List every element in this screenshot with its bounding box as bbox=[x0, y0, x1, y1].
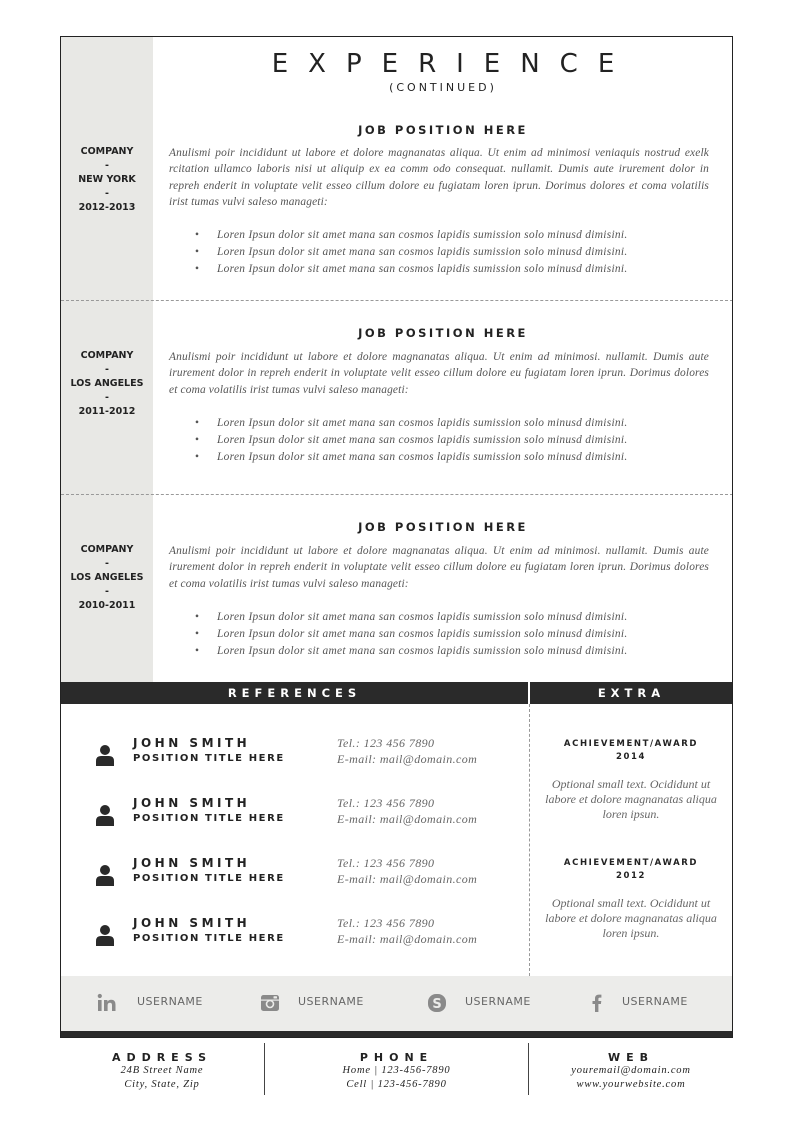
reference-position: POSITION TITLE HERE bbox=[133, 873, 285, 884]
reference-email: E-mail: mail@domain.com bbox=[337, 812, 478, 826]
footer-heading: WEB bbox=[607, 1051, 655, 1064]
award-item bbox=[531, 858, 731, 941]
job-2-title: JOB POSITION HERE bbox=[358, 326, 528, 340]
bullet-icon: • bbox=[195, 417, 200, 429]
reference-position: POSITION TITLE HERE bbox=[133, 933, 285, 944]
list-item bbox=[169, 244, 709, 261]
job-years: 2012-2013 bbox=[78, 202, 136, 213]
person-icon bbox=[95, 864, 115, 886]
bullet-text: Loren Ipsun dolor sit amet mana san cosmos lapidis sumission solo minusd dimisini. bbox=[217, 451, 628, 463]
footer-heading: PHONE bbox=[359, 1051, 434, 1064]
list-item bbox=[169, 415, 709, 432]
bottom-bar bbox=[61, 1031, 733, 1038]
resume-page bbox=[60, 36, 733, 1038]
job-years: 2011-2012 bbox=[78, 406, 136, 417]
reference-item bbox=[61, 796, 528, 836]
footer-email-link[interactable]: youremail@domain.com bbox=[571, 1065, 691, 1076]
social-username: USERNAME bbox=[622, 995, 688, 1008]
list-item bbox=[169, 432, 709, 449]
bullet-text: Loren Ipsun dolor sit amet mana san cosmos lapidis sumission solo minusd dimisini. bbox=[217, 645, 628, 657]
bullet-icon: • bbox=[195, 246, 200, 258]
footer-line: City, State, Zip bbox=[124, 1078, 200, 1090]
award-year: 2012 bbox=[615, 871, 647, 881]
reference-phone: Tel.: 123 456 7890 bbox=[337, 796, 435, 810]
section-divider bbox=[61, 300, 733, 301]
reference-position: POSITION TITLE HERE bbox=[133, 753, 285, 764]
reference-phone: Tel.: 123 456 7890 bbox=[337, 916, 435, 930]
reference-item bbox=[61, 856, 528, 896]
footer-phone bbox=[265, 1043, 528, 1095]
social-strip bbox=[61, 976, 733, 1031]
person-icon bbox=[95, 804, 115, 826]
job-3-meta bbox=[61, 543, 153, 613]
experience-subtitle: (CONTINUED) bbox=[389, 81, 497, 94]
person-icon bbox=[95, 924, 115, 946]
job-city: LOS ANGELES bbox=[70, 572, 144, 583]
bullet-icon: • bbox=[195, 229, 200, 241]
footer-website-link[interactable]: www.yourwebsite.com bbox=[576, 1078, 686, 1090]
footer-heading: ADDRESS bbox=[111, 1051, 213, 1064]
reference-phone: Tel.: 123 456 7890 bbox=[337, 856, 435, 870]
bullet-icon: • bbox=[195, 611, 200, 623]
list-item bbox=[169, 626, 709, 643]
job-1-description: Anulismi poir incididunt ut labore et dolore magnanatas aliqua. Ut enim ad minimosi veniaquis nostrud exelk rcitation ullamco laboris nisi ut aliquip ex ea comm odo consequat. nullamit. Dumis aute irurement dolor in repreh enderit in voluptate velit esseo cillum dolore eu fugiatam loren iprun. Dorimus dolores et coma volatilis irist tumas vulvi saleso manageti: bbox=[169, 147, 709, 209]
job-company: COMPANY bbox=[80, 146, 134, 157]
award-year: 2014 bbox=[615, 752, 647, 762]
bullet-text: Loren Ipsun dolor sit amet mana san cosmos lapidis sumission solo minusd dimisini. bbox=[217, 229, 628, 241]
contact-footer bbox=[60, 1043, 733, 1098]
list-item bbox=[169, 261, 709, 278]
extra-heading: EXTRA bbox=[597, 686, 666, 700]
bullet-icon: • bbox=[195, 451, 200, 463]
job-meta-separator: - bbox=[105, 364, 109, 375]
job-1-bullets bbox=[169, 227, 709, 278]
award-description: Optional small text. Ocididunt ut labore et dolore magnanatas aliqua loren ipsun. bbox=[545, 777, 717, 821]
experience-title: EXPERIENCE bbox=[271, 49, 635, 79]
job-company: COMPANY bbox=[80, 544, 134, 555]
award-description: Optional small text. Ocididunt ut labore et dolore magnanatas aliqua loren ipsun. bbox=[545, 896, 717, 940]
reference-email: E-mail: mail@domain.com bbox=[337, 752, 478, 766]
instagram-icon bbox=[258, 991, 282, 1015]
svg-text:S: S bbox=[432, 997, 442, 1012]
reference-position: POSITION TITLE HERE bbox=[133, 813, 285, 824]
job-3-description: Anulismi poir incididunt ut labore et dolore magnanatas aliqua. Ut enim ad minimosi. nullamit. Dumis aute irurement dolor in repreh enderit in voluptate velit esseo cillum dolore eu fugiatam loren iprun. Dorimus dolores et coma volatilis irist tumas vulvi saleso manageti: bbox=[169, 545, 709, 590]
person-icon bbox=[95, 744, 115, 766]
reference-email: E-mail: mail@domain.com bbox=[337, 872, 478, 886]
list-item bbox=[169, 227, 709, 244]
bullet-icon: • bbox=[195, 434, 200, 446]
bullet-text: Loren Ipsun dolor sit amet mana san cosmos lapidis sumission solo minusd dimisini. bbox=[217, 246, 628, 258]
award-item bbox=[531, 739, 731, 822]
section-header-bar bbox=[61, 682, 733, 704]
job-meta-separator: - bbox=[105, 392, 109, 403]
list-item bbox=[169, 643, 709, 660]
list-item bbox=[169, 609, 709, 626]
reference-name: JOHN SMITH bbox=[133, 916, 251, 930]
bullet-icon: • bbox=[195, 645, 200, 657]
job-2-meta bbox=[61, 349, 153, 419]
bullet-text: Loren Ipsun dolor sit amet mana san cosmos lapidis sumission solo minusd dimisini. bbox=[217, 417, 628, 429]
job-2-bullets bbox=[169, 415, 709, 466]
job-3-title: JOB POSITION HERE bbox=[358, 520, 528, 534]
job-meta-separator: - bbox=[105, 558, 109, 569]
reference-item bbox=[61, 916, 528, 956]
job-2-description: Anulismi poir incididunt ut labore et dolore magnanatas aliqua. Ut enim ad minimosi. nullamit. Dumis aute irurement dolor in repreh enderit in voluptate velit esseo cillum dolore eu fugiatam loren iprun. Dorimus dolores et coma volatilis irist tumas vulvi saleso manageti: bbox=[169, 351, 709, 396]
job-meta-separator: - bbox=[105, 188, 109, 199]
reference-name: JOHN SMITH bbox=[133, 736, 251, 750]
social-username: USERNAME bbox=[137, 995, 203, 1008]
job-meta-separator: - bbox=[105, 586, 109, 597]
references-heading: REFERENCES bbox=[227, 686, 362, 700]
reference-phone: Tel.: 123 456 7890 bbox=[337, 736, 435, 750]
list-item bbox=[169, 449, 709, 466]
job-city: NEW YORK bbox=[78, 174, 136, 185]
reference-item bbox=[61, 736, 528, 776]
award-title: ACHIEVEMENT/AWARD bbox=[563, 858, 699, 868]
bullet-icon: • bbox=[195, 263, 200, 275]
job-1-title: JOB POSITION HERE bbox=[358, 123, 528, 137]
facebook-icon bbox=[585, 991, 609, 1015]
job-3-bullets bbox=[169, 609, 709, 660]
job-meta-separator: - bbox=[105, 160, 109, 171]
job-company: COMPANY bbox=[80, 350, 134, 361]
skype-icon bbox=[425, 991, 449, 1015]
footer-address bbox=[60, 1043, 264, 1095]
reference-name: JOHN SMITH bbox=[133, 796, 251, 810]
footer-line: 24B Street Name bbox=[120, 1065, 204, 1076]
section-divider bbox=[61, 494, 733, 495]
reference-name: JOHN SMITH bbox=[133, 856, 251, 870]
bullet-text: Loren Ipsun dolor sit amet mana san cosmos lapidis sumission solo minusd dimisini. bbox=[217, 611, 628, 623]
bullet-text: Loren Ipsun dolor sit amet mana san cosmos lapidis sumission solo minusd dimisini. bbox=[217, 628, 628, 640]
job-1-meta bbox=[61, 145, 153, 215]
bullet-icon: • bbox=[195, 628, 200, 640]
social-username: USERNAME bbox=[465, 995, 531, 1008]
footer-web bbox=[529, 1043, 733, 1095]
job-city: LOS ANGELES bbox=[70, 378, 144, 389]
column-divider bbox=[529, 704, 530, 976]
bullet-text: Loren Ipsun dolor sit amet mana san cosmos lapidis sumission solo minusd dimisini. bbox=[217, 263, 628, 275]
job-years: 2010-2011 bbox=[78, 600, 136, 611]
footer-line: Cell | 123-456-7890 bbox=[346, 1078, 447, 1090]
linkedin-icon bbox=[95, 991, 119, 1015]
bullet-text: Loren Ipsun dolor sit amet mana san cosmos lapidis sumission solo minusd dimisini. bbox=[217, 434, 628, 446]
social-username: USERNAME bbox=[298, 995, 364, 1008]
reference-email: E-mail: mail@domain.com bbox=[337, 932, 478, 946]
award-title: ACHIEVEMENT/AWARD bbox=[563, 739, 699, 749]
footer-line: Home | 123-456-7890 bbox=[342, 1065, 451, 1076]
